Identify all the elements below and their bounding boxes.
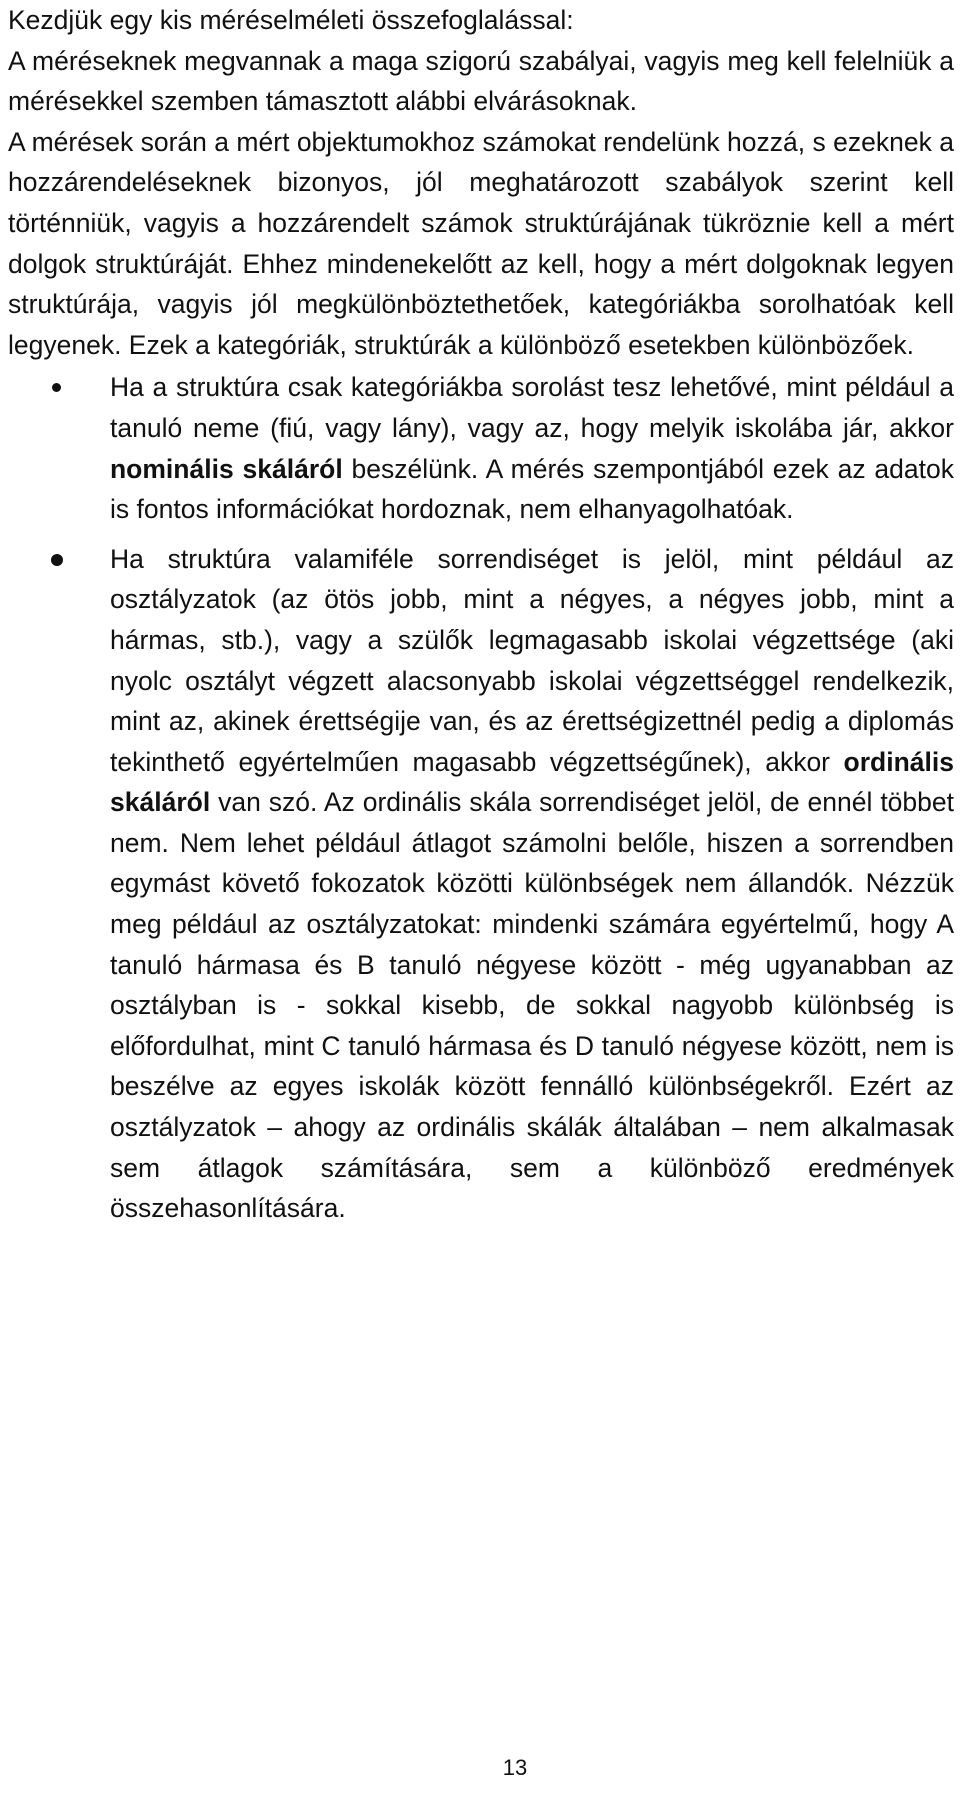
ordinal-scale-term: ordinális skáláról xyxy=(110,746,954,818)
measurement-paragraph: A mérések során a mért objektumokhoz számokat rendelünk hozzá, s ezeknek a hozzárendeléseknek bizonyos, jól meghatározott szabályok szerint kell történniük, vagyis a hozzárendelt számok struktúrájának tükröznie kell a mért dolgok struktúráját. Ehhez mindenekelőtt az kell, hogy a mért dolgoknak legyen struktúrája, vagyis jól megkülönböztethetőek, kategóriákba sorolhatóak kell legyenek. Ezek a kategóriák, struktúrák a különböző esetekben különbözőek. xyxy=(8,126,954,360)
list-item-ordinal xyxy=(8,539,954,1229)
bullet-icon xyxy=(52,383,61,392)
ordinal-text-before: Ha struktúra valamiféle sorrendiséget is jelöl, mint például az osztályzatok (az ötös jobb, mint a négyes, a négyes jobb, mint a hármas, stb.), vagy a szülők legmagasabb iskolai végzettsége (aki nyolc osztályt végzett alacsonyabb iskolai végzettséggel rendelkezik, mint az, akinek érettségije van, és az érettségizettnél pedig a diplomás tekinthető egyértelműen magasabb végzettségűnek), akkor xyxy=(110,543,954,777)
scale-list xyxy=(8,367,954,1228)
nominal-scale-term: nominális skáláról xyxy=(110,453,343,484)
intro-heading: Kezdjük egy kis méréselméleti összefoglalással: xyxy=(8,5,574,35)
page-number: 13 xyxy=(502,1755,528,1780)
intro-paragraph: A méréseknek megvannak a maga szigorú szabályai, vagyis meg kell felelniük a mérésekkel szemben támasztott alábbi elvárásoknak. xyxy=(8,45,954,117)
list-item-nominal xyxy=(8,367,954,529)
nominal-text-before: Ha a struktúra csak kategóriákba sorolást tesz lehetővé, mint például a tanuló neme (fiú, vagy lány), vagy az, hogy melyik iskolába jár, akkor xyxy=(110,372,954,443)
bullet-icon xyxy=(51,554,63,566)
page-content xyxy=(8,0,954,1229)
ordinal-text-after: van szó. Az ordinális skála sorrendiséget jelöl, de ennél többet nem. Nem lehet például átlagot számolni belőle, hiszen a sorrendben egymást követő fokozatok közötti különbségek nem állandók. Nézzük meg például az osztályzatokat: mindenki számára egyértelmű, hogy A tanuló hármasa és B tanuló négyese között - még ugyanabban az osztályban is - sokkal kisebb, de sokkal nagyobb különbség is előfordulhat, mint C tanuló hármasa és D tanuló négyese között, nem is beszélve az egyes iskolák között fennálló különbségekről. Ezért az osztályzatok – ahogy az ordinális skálák általában – nem alkalmasak sem átlagok számítására, sem a különböző eredmények összehasonlítására. xyxy=(110,787,954,1224)
nominal-text-after: beszélünk. A mérés szempontjából ezek az adatok is fontos információkat hordoznak, nem elhanyagolhatóak. xyxy=(110,453,954,525)
